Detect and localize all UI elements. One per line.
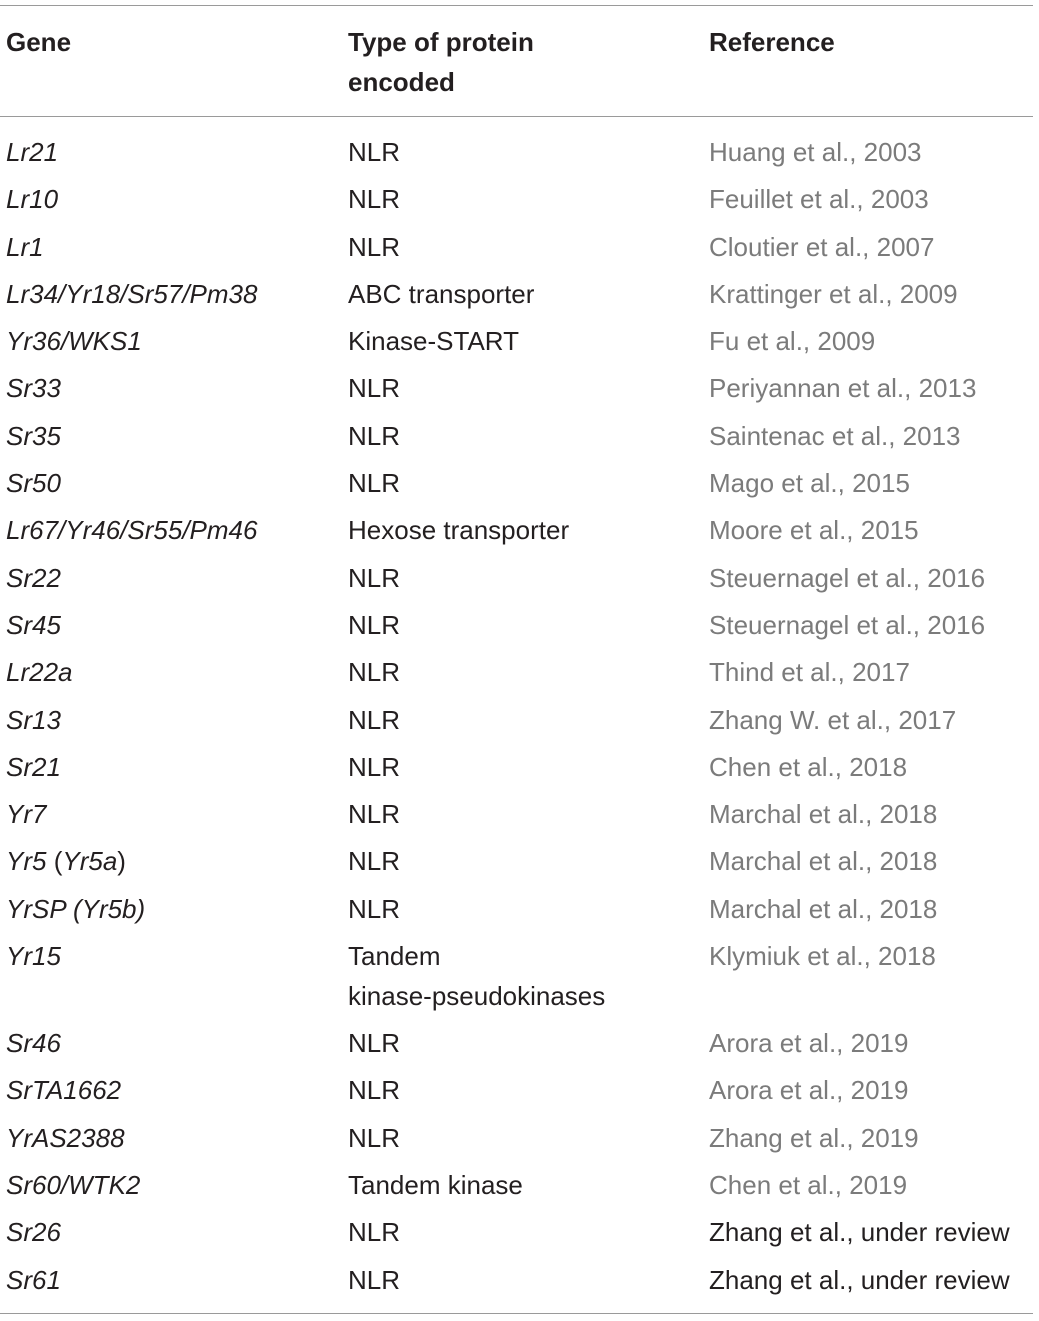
table-header-rule [0,116,1033,117]
reference-link[interactable]: Krattinger et al., 2009 [709,278,958,309]
gene-cell: Yr7 [6,799,47,830]
table-row [0,1070,1039,1117]
table-row [0,936,1039,1023]
protein-cell: NLR [348,562,401,593]
reference-link[interactable]: Thind et al., 2017 [709,657,910,688]
protein-line1: Tandem [348,941,441,972]
table-row [0,368,1039,415]
table-row [0,605,1039,652]
gene-cell: YrAS2388 [6,1122,125,1153]
reference-link[interactable]: Mago et al., 2015 [709,468,910,499]
table-row [0,652,1039,699]
protein-cell: NLR [348,1028,401,1059]
table-row [0,510,1039,557]
protein-cell: Kinase-START [348,326,519,357]
table-row [0,1165,1039,1212]
protein-cell: Tandem kinase [348,1169,523,1200]
reference-text: Zhang et al., under review [709,1217,1010,1248]
gene-cell: Sr21 [6,751,61,782]
reference-link[interactable]: Marchal et al., 2018 [709,846,938,877]
gene-cell: Sr46 [6,1028,61,1059]
reference-link[interactable]: Marchal et al., 2018 [709,893,938,924]
gene-cell: Lr10 [6,184,59,215]
header-protein-line1: Type of protein [348,27,534,57]
header-protein-line2: encoded [348,67,455,97]
gene-allele: Yr5a [62,846,118,877]
gene-cell: Lr22a [6,657,73,688]
protein-cell: NLR [348,704,401,735]
reference-link[interactable]: Chen et al., 2019 [709,1169,908,1200]
gene-cell: Lr1 [6,231,44,262]
table-body [0,132,1039,1307]
gene-name: Yr5 [6,846,47,877]
protein-cell: NLR [348,468,401,499]
reference-link[interactable]: Zhang et al., 2019 [709,1122,919,1153]
reference-link[interactable]: Moore et al., 2015 [709,515,919,546]
gene-cell: Sr61 [6,1264,61,1295]
protein-line2: kinase-pseudokinases [348,981,606,1012]
table-bottom-rule [0,1313,1033,1314]
gene-cell: Lr67/Yr46/Sr55/Pm46 [6,515,258,546]
reference-link[interactable]: Arora et al., 2019 [709,1028,909,1059]
protein-cell: NLR [348,657,401,688]
header-protein-type [348,22,534,102]
reference-link[interactable]: Zhang W. et al., 2017 [709,704,957,735]
protein-cell: NLR [348,609,401,640]
reference-link[interactable]: Arora et al., 2019 [709,1075,909,1106]
reference-text: Zhang et al., under review [709,1264,1010,1295]
gene-cell: Sr45 [6,609,61,640]
protein-cell: NLR [348,893,401,924]
protein-cell: ABC transporter [348,278,535,309]
protein-cell: NLR [348,231,401,262]
protein-cell: NLR [348,137,401,167]
table-row [0,1260,1039,1307]
table-row [0,463,1039,510]
protein-cell: NLR [348,1264,401,1295]
gene-cell: Lr34/Yr18/Sr57/Pm38 [6,278,258,309]
table-row [0,274,1039,321]
table-row [0,889,1039,936]
table-row [0,1212,1039,1259]
reference-link[interactable]: Cloutier et al., 2007 [709,231,935,262]
reference-link[interactable]: Fu et al., 2009 [709,326,876,357]
table-row [0,321,1039,368]
reference-link[interactable]: Steuernagel et al., 2016 [709,562,986,593]
gene-cell: Sr33 [6,373,61,404]
gene-cell: Sr22 [6,562,61,593]
protein-cell: NLR [348,184,401,215]
table-row [0,1023,1039,1070]
gene-cell: Sr26 [6,1217,61,1248]
table-row [0,227,1039,274]
table-row [0,179,1039,226]
protein-cell: NLR [348,1217,401,1248]
gene-cell: Sr35 [6,420,61,451]
table-row [0,747,1039,794]
gene-cell: Yr36/WKS1 [6,326,142,357]
gene-cell [6,841,126,881]
protein-cell: NLR [348,420,401,451]
header-gene: Gene [6,27,72,57]
protein-cell: Hexose transporter [348,515,570,546]
table-row [0,132,1039,179]
protein-cell: NLR [348,1075,401,1106]
gene-paren-open: ( [46,846,63,877]
gene-cell: YrSP (Yr5b) [6,893,146,924]
reference-link[interactable]: Marchal et al., 2018 [709,799,938,830]
gene-cell: Sr50 [6,468,61,499]
protein-cell: NLR [348,846,401,877]
table-top-rule [0,5,1033,6]
table-row [0,794,1039,841]
protein-cell: NLR [348,1122,401,1153]
table-row [0,841,1039,888]
gene-cell: SrTA1662 [6,1075,122,1106]
reference-link[interactable]: Chen et al., 2018 [709,751,908,782]
reference-link[interactable]: Klymiuk et al., 2018 [709,941,936,972]
header-reference: Reference [709,27,835,57]
table-row [0,558,1039,605]
reference-link[interactable]: Huang et al., 2003 [709,137,922,167]
reference-link[interactable]: Saintenac et al., 2013 [709,420,961,451]
protein-cell: NLR [348,751,401,782]
reference-link[interactable]: Periyannan et al., 2013 [709,373,977,404]
gene-cell: Sr60/WTK2 [6,1169,141,1200]
protein-cell [348,936,605,1016]
gene-paren-close: ) [117,846,126,877]
table-row [0,700,1039,747]
protein-cell: NLR [348,799,401,830]
table-row [0,1118,1039,1165]
gene-cell: Yr15 [6,941,61,972]
protein-cell: NLR [348,373,401,404]
gene-cell: Sr13 [6,704,61,735]
gene-cell: Lr21 [6,137,59,167]
table-row [0,416,1039,463]
reference-link[interactable]: Steuernagel et al., 2016 [709,609,986,640]
reference-link[interactable]: Feuillet et al., 2003 [709,184,929,215]
